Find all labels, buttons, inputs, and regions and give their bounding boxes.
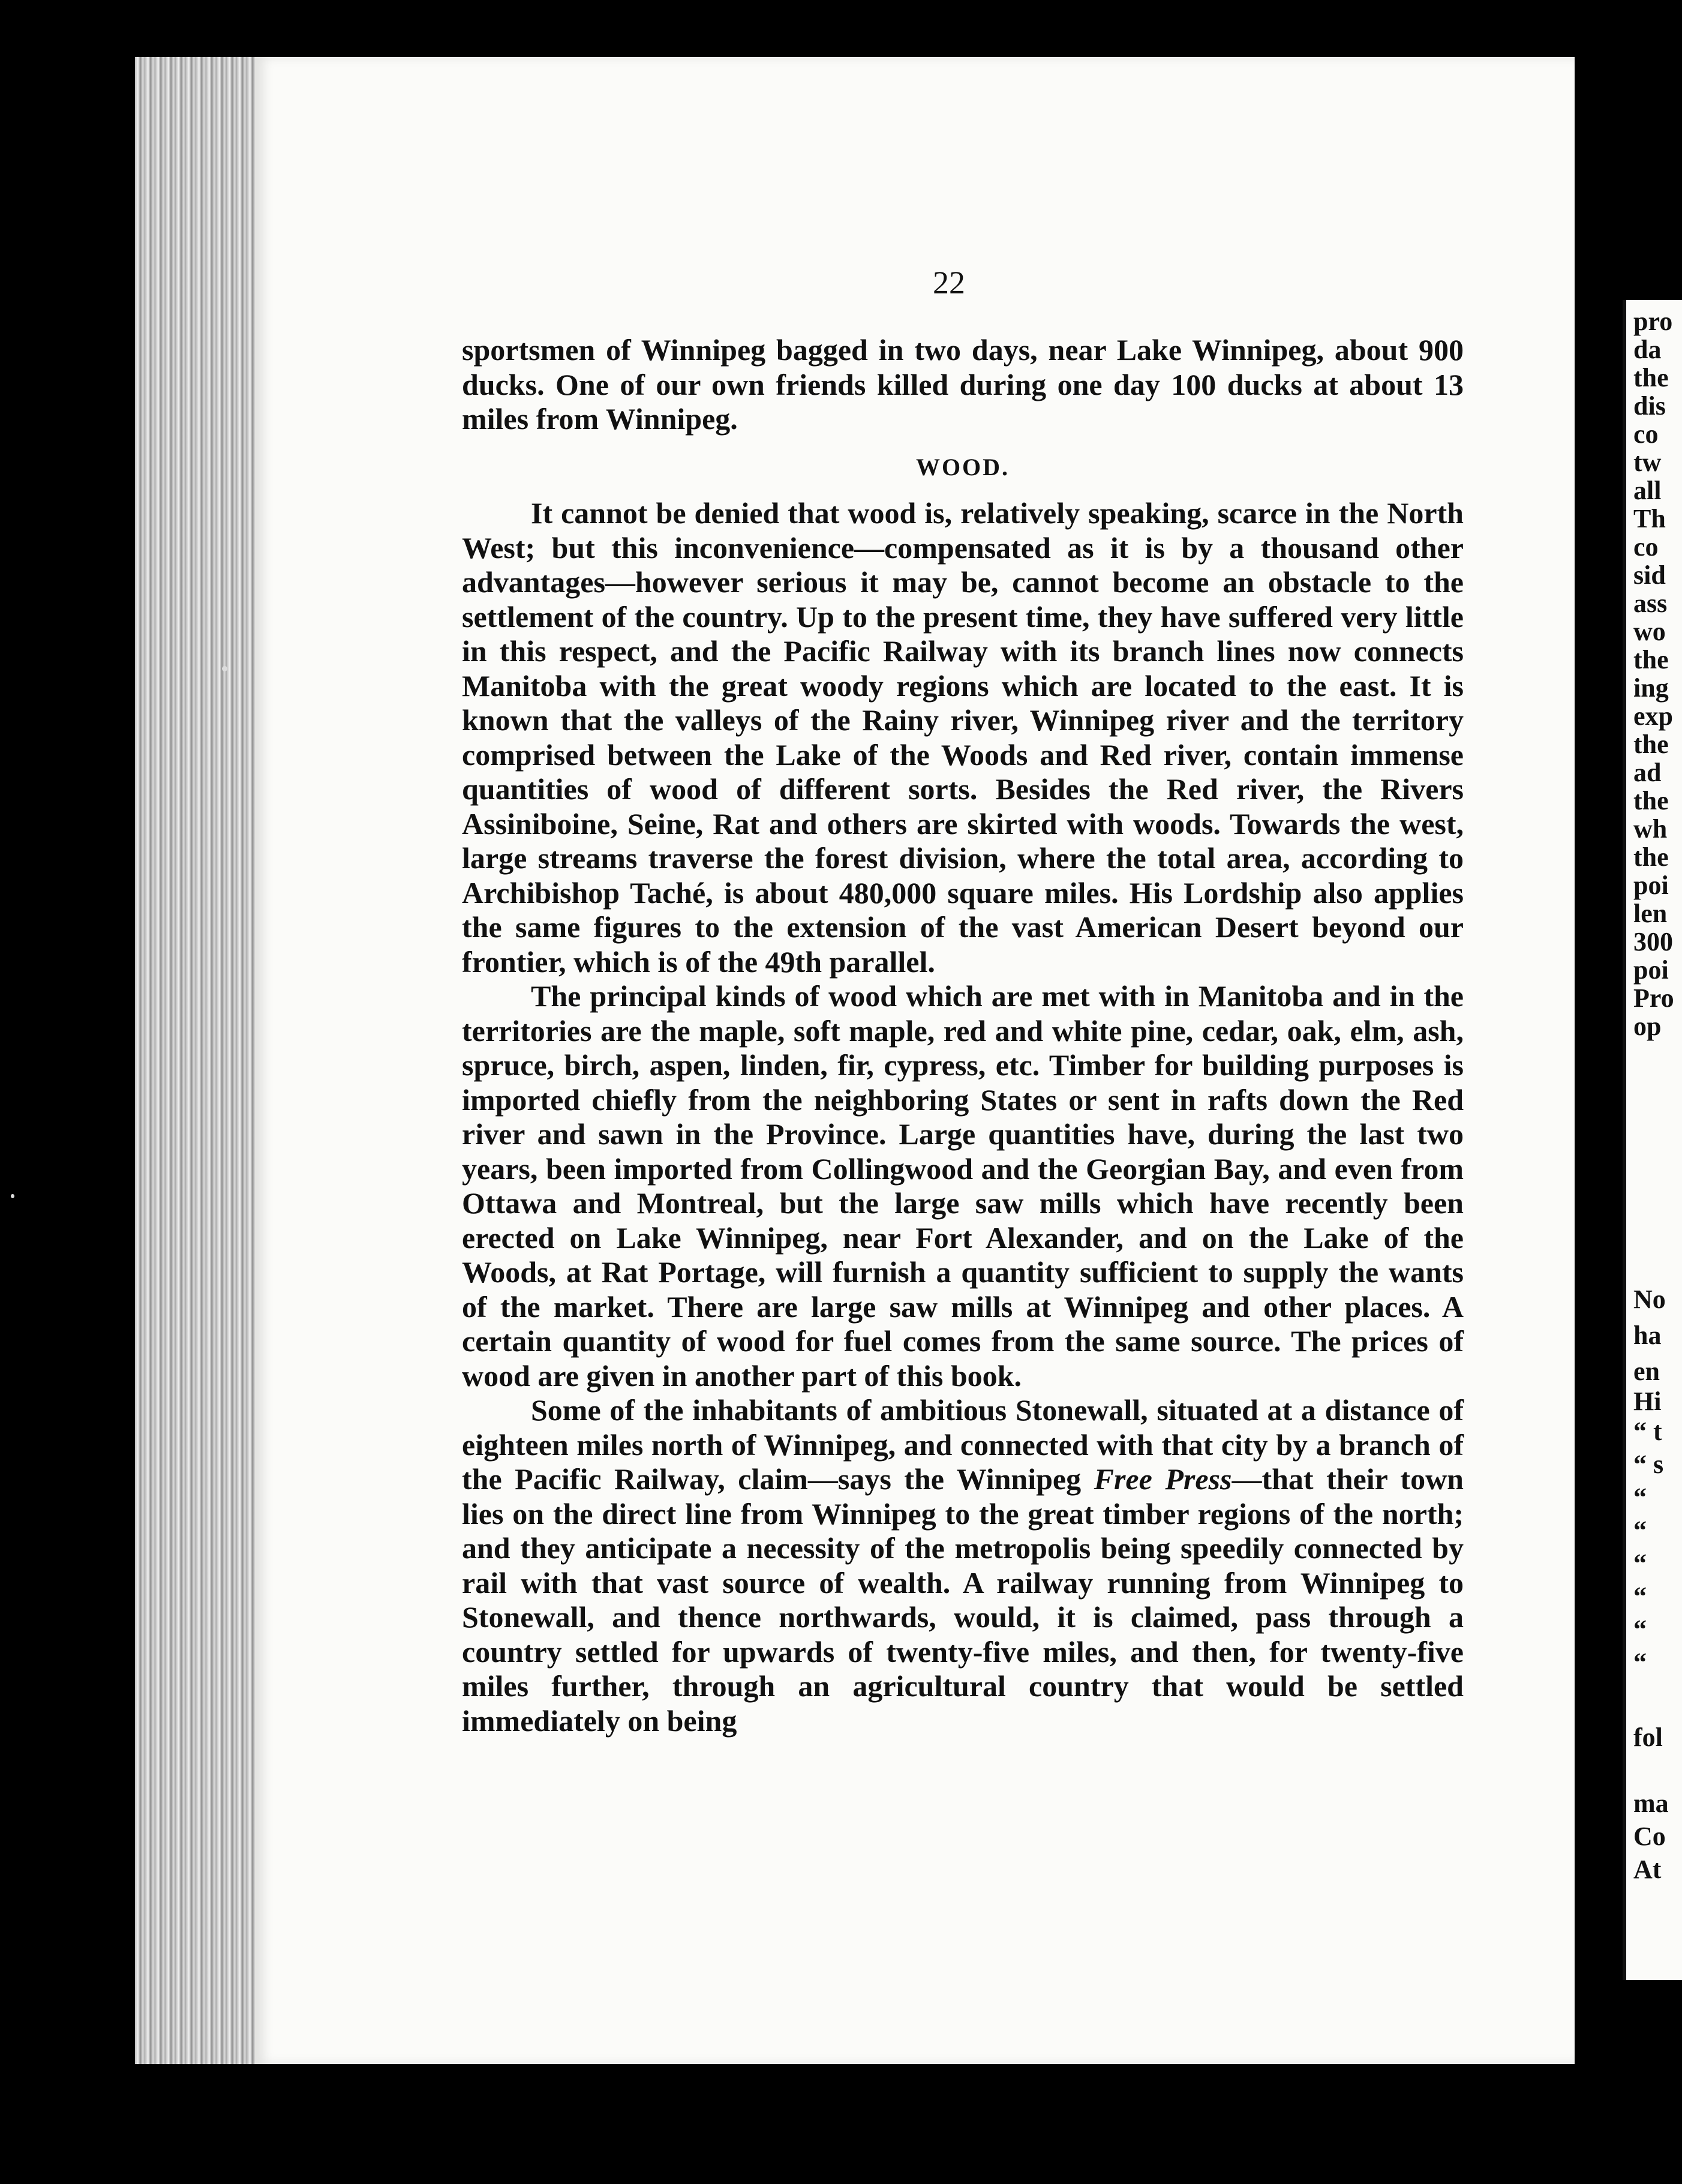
- facing-page-fragment: fol: [1633, 1723, 1663, 1752]
- facing-page-fragment: all: [1633, 476, 1662, 505]
- facing-page-fragment: tw: [1633, 448, 1662, 477]
- facing-page-fragment: “: [1633, 1516, 1647, 1545]
- facing-page-fragment: “ t: [1633, 1417, 1662, 1446]
- facing-page-fragment: ass: [1633, 589, 1668, 618]
- facing-page-fragment: the: [1633, 645, 1669, 674]
- page-number: 22: [933, 265, 965, 301]
- facing-page-fragment: en: [1633, 1357, 1660, 1386]
- facing-page-fragment: Hi: [1633, 1387, 1662, 1416]
- facing-page-fragment: ad: [1633, 758, 1662, 787]
- facing-page-fragment: “: [1633, 1549, 1647, 1578]
- dust-speck: [222, 666, 227, 671]
- facing-page-fragment: the: [1633, 363, 1669, 392]
- dust-speck: [11, 1194, 14, 1198]
- facing-page-fragment: Co: [1633, 1822, 1666, 1851]
- paragraph: [462, 1393, 1464, 1738]
- facing-page-fragment: Pro: [1633, 983, 1674, 1013]
- facing-page-fragment: “: [1633, 1615, 1647, 1644]
- book-page-edges: [135, 57, 255, 2064]
- paragraph-text: —that their town lies on the direct line from Winnipeg to the great timber regions of the north; and they anticipate a necessity of the metropolis being speedily connected by rail with that vast source of wealth. A railway running from Winnipeg to Stonewall, and thence northwards, would, it is claimed, pass through a country settled for upwards of twenty-five miles, and then, for twenty-five miles further, through an agricultural country that would be settled immediately on being: [462, 1462, 1464, 1738]
- paragraph: It cannot be denied that wood is, relatively speaking, scarce in the North West; but this inconvenience—compensated as it is by a thousand other advantages—however serious it may be, cannot become an obstacle to the settlement of the country. Up to the present time, they have suffered very little in this respect, and the Pacific Railway with its branch lines now connects Manitoba with the great woody regions which are located to the east. It is known that the valleys of the Rainy river, Winnipeg river and the territory comprised between the Lake of the Woods and Red river, contain immense quantities of wood of different sorts. Besides the Red river, the Rivers Assiniboine, Seine, Rat and others are skirted with woods. Towards the west, large streams traverse the forest division, where the total area, according to Archibishop Taché, is about 480,000 square miles. His Lordship also applies the same figures to the extension of the vast American Desert beyond our frontier, which is of the 49th parallel.: [462, 496, 1464, 979]
- facing-page-fragment: “: [1633, 1483, 1647, 1512]
- facing-page-fragment: exp: [1633, 701, 1673, 731]
- facing-page-fragment: the: [1633, 842, 1669, 872]
- facing-page-fragment: “: [1633, 1648, 1647, 1677]
- facing-page-fragment: “ s: [1633, 1450, 1664, 1479]
- facing-page-fragment: pro: [1633, 307, 1673, 336]
- facing-page-fragment: sid: [1633, 560, 1666, 590]
- facing-page-fragment: Th: [1633, 504, 1666, 533]
- paragraph-text: Some of the inhabitants of ambitious Stonewall, situated at a distance of eighteen miles north of Winnipeg, and connected with that city by a branch of the Pacific Railway, claim—says the Winnipeg: [462, 1393, 1464, 1496]
- paragraph: The principal kinds of wood which are met with in Manitoba and in the territories are the maple, soft maple, red and white pine, cedar, oak, elm, ash, spruce, birch, aspen, linden, fir, cypress, etc. Timber for building purposes is imported chiefly from the neighboring States or sent in rafts down the Red river and sawn in the Province. Large quantities have, during the last two years, been imported from Collingwood and the Georgian Bay, and even from Ottawa and Montreal, but the large saw mills which have recently been erected on Lake Winnipeg, near Fort Alexander, and on the Lake of the Woods, at Rat Portage, will furnish a quantity sufficient to supply the wants of the market. There are large saw mills at Winnipeg and other places. A certain quantity of wood for fuel comes from the same source. The prices of wood are given in another part of this book.: [462, 979, 1464, 1393]
- facing-page-fragment: len: [1633, 899, 1668, 928]
- facing-page-fragment: dis: [1633, 391, 1666, 421]
- facing-page-fragment: poi: [1633, 871, 1669, 900]
- facing-page-fragment: ing: [1633, 673, 1669, 703]
- facing-page-fragment: da: [1633, 335, 1662, 364]
- facing-page-fragment: op: [1633, 1012, 1662, 1041]
- facing-page-fragment: No: [1633, 1285, 1666, 1314]
- facing-page-fragment: ha: [1633, 1321, 1662, 1350]
- facing-page-strip: [1623, 300, 1682, 1980]
- facing-page-fragment: co: [1633, 532, 1659, 562]
- facing-page-fragment: wh: [1633, 814, 1668, 844]
- facing-page-fragment: the: [1633, 786, 1669, 815]
- facing-page-fragment: ma: [1633, 1789, 1669, 1818]
- facing-page-fragment: the: [1633, 730, 1669, 759]
- body-text: [462, 333, 1464, 1738]
- facing-page-fragment: “: [1633, 1582, 1647, 1611]
- facing-page-fragment: wo: [1633, 617, 1666, 646]
- facing-page-fragment: At: [1633, 1855, 1662, 1884]
- facing-page-fragment: poi: [1633, 955, 1669, 985]
- newspaper-title: Free Press: [1094, 1462, 1232, 1496]
- section-heading: WOOD.: [915, 453, 1010, 481]
- paragraph: sportsmen of Winnipeg bagged in two days, near Lake Winnipeg, about 900 ducks. One of our own friends killed during one day 100 ducks at about 13 miles from Winnipeg.: [462, 333, 1464, 436]
- facing-page-fragment: 300: [1633, 927, 1673, 956]
- facing-page-fragment: co: [1633, 419, 1659, 449]
